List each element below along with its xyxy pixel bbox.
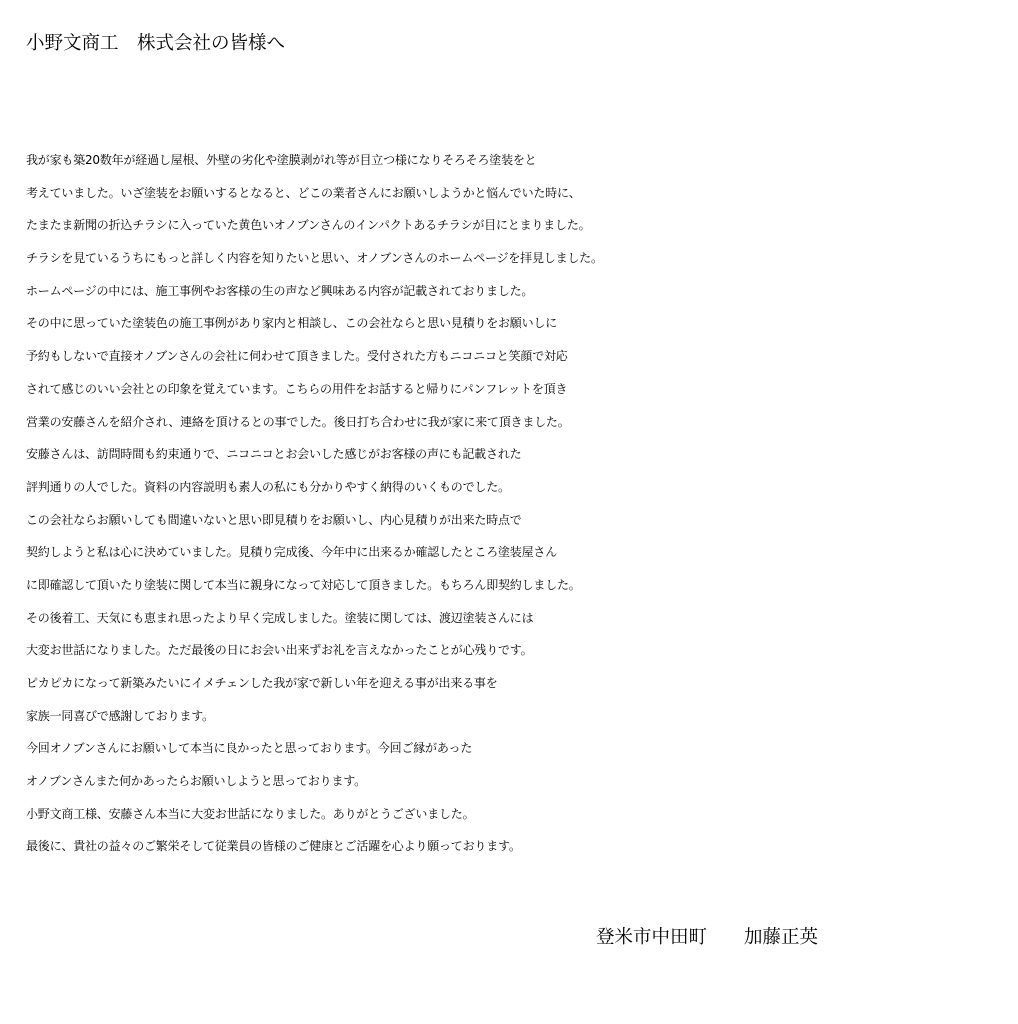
body-line: 家族一同喜びで感謝しております。 — [26, 708, 214, 723]
body-line: 今回オノブンさんにお願いして本当に良かったと思っております。今回ご縁があった — [26, 741, 473, 756]
salutation: 小野文商工 株式会社の皆様へ — [26, 33, 286, 54]
body-line: その中に思っていた塗装色の施工事例があり家内と相談し、この会社ならと思い見積りをお願いしに — [26, 316, 558, 331]
body-line: されて感じのいい会社との印象を覚えています。こちらの用件をお話すると帰りにパンフレットを頂き — [26, 381, 568, 396]
body-line: たまたま新聞の折込チラシに入っていた黄色いオノブンさんのインパクトあるチラシが目にとまりました。 — [26, 218, 591, 233]
body-line: 営業の安藤さんを紹介され、連絡を頂けるとの事でした。後日打ち合わせに我が家に来て頂きました。 — [26, 414, 570, 429]
body-line: その後着工、天気にも恵まれ思ったより早く完成しました。塗装に関しては、渡辺塗装さんには — [26, 610, 534, 625]
body-line: 我が家も築20数年が経過し屋根、外壁の劣化や塗膜剥がれ等が目立つ様になりそろそろ塗装をと — [26, 153, 537, 167]
body-line: ピカピカになって新築みたいにイメチェンした我が家で新しい年を迎える事が出来る事を — [26, 676, 498, 690]
body-line: 評判通りの人でした。資料の内容説明も素人の私にも分かりやすく納得のいくものでした。 — [26, 479, 510, 494]
body-line: 最後に、貴社の益々のご繁栄そして従業員の皆様のご健康とご活躍を心より願っております。 — [26, 839, 521, 854]
body-line: 小野文商工様、安藤さん本当に大変お世話になりました。ありがとうございました。 — [26, 806, 475, 821]
body-line: 大変お世話になりました。ただ最後の日にお会い出来ずお礼を言えなかったことが心残りです。 — [26, 643, 533, 658]
body-line: ホームページの中には、施工事例やお客様の生の声など興味ある内容が記載されておりました。 — [26, 283, 534, 298]
body-line: 考えていました。いざ塗装をお願いするとなると、どこの業者さんにお願いしようかと悩んでいた時に、 — [26, 185, 581, 200]
body-line: チラシを見ているうちにもっと詳しく内容を知りたいと思い、オノブンさんのホームページを拝見しました。 — [26, 251, 603, 266]
body-line: 契約しようと私は心に決めていました。見積り完成後、今年中に出来るか確認したところ塗装屋さん — [26, 545, 558, 560]
body-line: に即確認して頂いたり塗装に関して本当に親身になって対応して頂きました。もちろん即契約しました。 — [26, 577, 581, 592]
body-line: オノブンさんまた何かあったらお願いしようと思っております。 — [26, 774, 366, 789]
signature: 登米市中田町 加藤正英 — [596, 927, 819, 948]
body-line: 安藤さんは、訪問時間も約束通りで、ニコニコとお会いした感じがお客様の声にも記載された — [26, 447, 522, 462]
letter-body — [26, 144, 1006, 863]
body-line: この会社ならお願いしても間違いないと思い即見積りをお願いし、内心見積りが出来た時点で — [26, 512, 522, 527]
body-line: 予約もしないで直接オノブンさんの会社に伺わせて頂きました。受付された方もニコニコと笑顔で対応 — [26, 349, 568, 364]
